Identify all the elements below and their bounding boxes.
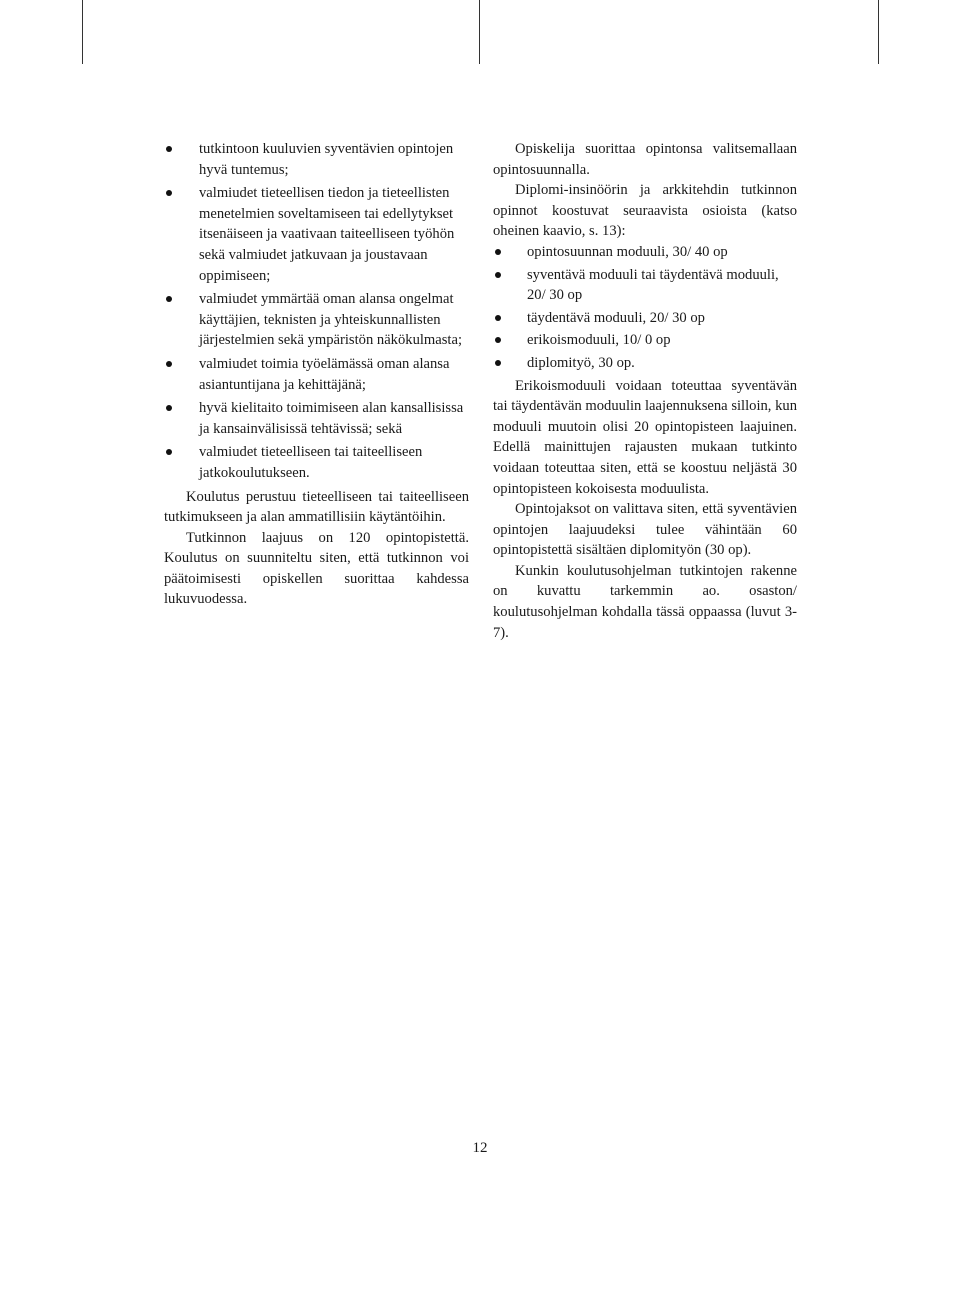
bullet-icon bbox=[495, 315, 501, 321]
paragraph-opiskelija: Opiskelija suorittaa opintonsa valitsemallaan opintosuunnalla. bbox=[493, 141, 797, 178]
list-item-text: valmiudet ymmärtää oman alansa ongelmat käyttäjien, teknisten ja yhteiskunnallisten järjestelmien sekä ympäristön näkökulmasta; bbox=[199, 291, 463, 349]
bullet-icon bbox=[495, 249, 501, 255]
list-item bbox=[493, 330, 797, 351]
list-item-text: valmiudet toimia työelämässä oman alansa asiantuntijana ja kehittäjänä; bbox=[199, 355, 450, 393]
list-item bbox=[164, 139, 469, 180]
crop-mark-left bbox=[82, 0, 83, 64]
paragraph-koulutus: Koulutus perustuu tieteelliseen tai taiteelliseen tutkimukseen ja alan ammatillisiin käytäntöihin. bbox=[164, 488, 469, 526]
paragraph-tutkinnon-laajuus: Tutkinnon laajuus on 120 opintopistettä. Koulutus on suunniteltu siten, että tutkinnon voi päätoimisesti opiskellen suorittaa kahdessa lukuvuodessa. bbox=[164, 529, 469, 608]
list-item-text: syventävä moduuli tai täydentävä moduuli, 20/ 30 op bbox=[527, 266, 779, 304]
crop-mark-right bbox=[878, 0, 879, 64]
right-bullet-list bbox=[493, 242, 797, 374]
list-item-text: opintosuunnan moduuli, 30/ 40 op bbox=[527, 243, 728, 260]
bullet-icon bbox=[166, 405, 172, 411]
page-number: 12 bbox=[472, 1140, 488, 1156]
list-item-text: valmiudet tieteelliseen tai taiteelliseen jatkokoulutukseen. bbox=[199, 444, 423, 481]
paragraph-kunkin-koulutusohjelman: Kunkin koulutusohjelman tutkintojen rakenne on kuvattu tarkemmin ao. osaston/ koulutusohjelman kohdalla tässä oppaassa (luvut 3-7). bbox=[493, 562, 797, 641]
list-item bbox=[164, 183, 469, 286]
list-item-text: tutkintoon kuuluvien syventävien opintojen hyvä tuntemus; bbox=[199, 141, 454, 178]
left-column bbox=[164, 139, 469, 610]
bullet-icon bbox=[166, 296, 172, 302]
bullet-icon bbox=[166, 449, 172, 455]
list-item bbox=[493, 265, 797, 306]
bullet-icon bbox=[495, 337, 501, 343]
list-item bbox=[164, 289, 469, 351]
list-item-text: hyvä kielitaito toimimiseen alan kansallisissa ja kansainvälisissä tehtävissä; sekä bbox=[199, 400, 464, 437]
list-item bbox=[164, 442, 469, 483]
paragraph-diplomi-insinoorin: Diplomi-insinöörin ja arkkitehdin tutkinnon opinnot koostuvat seuraavista osioista (katso oheinen kaavio, s. 13): bbox=[493, 182, 797, 240]
bullet-icon bbox=[166, 146, 172, 152]
list-item-text: täydentävä moduuli, 20/ 30 op bbox=[527, 309, 705, 326]
paragraph-erikoismoduuli: Erikoismoduuli voidaan toteuttaa syventävän tai täydentävän moduulin laajennuksena silloin, kun moduuli muutoin olisi 20 opintopisteen laajuinen. Edellä mainittujen rajausten mukaan tutkinto voidaan toteuttaa siten, että se koostuu neljästä 30 opintopisteen kokoisesta moduulista. bbox=[493, 377, 797, 497]
list-item bbox=[493, 353, 797, 374]
bullet-icon bbox=[166, 361, 172, 367]
bullet-icon bbox=[166, 190, 172, 196]
list-item bbox=[164, 398, 469, 439]
crop-mark-center bbox=[479, 0, 480, 64]
right-column bbox=[493, 139, 797, 643]
list-item-text: diplomityö, 30 op. bbox=[527, 354, 635, 371]
list-item-text: valmiudet tieteellisen tiedon ja tieteellisten menetelmien soveltamiseen tai edellytykset itsenäiseen ja vaativaan taiteelliseen työhön sekä valmiudet jatkuvaan ja joustavaan oppimiseen; bbox=[199, 185, 455, 284]
list-item bbox=[493, 242, 797, 263]
list-item-text: erikoismoduuli, 10/ 0 op bbox=[527, 332, 671, 349]
left-bullet-list bbox=[164, 139, 469, 484]
list-item bbox=[493, 308, 797, 329]
paragraph-opintojaksot: Opintojaksot on valittava siten, että syventävien opintojen laajuudeksi tulee vähintään 60 opintopistettä sisältäen diplomityön (30 op). bbox=[493, 501, 797, 559]
bullet-icon bbox=[495, 360, 501, 366]
bullet-icon bbox=[495, 272, 501, 278]
list-item bbox=[164, 354, 469, 395]
